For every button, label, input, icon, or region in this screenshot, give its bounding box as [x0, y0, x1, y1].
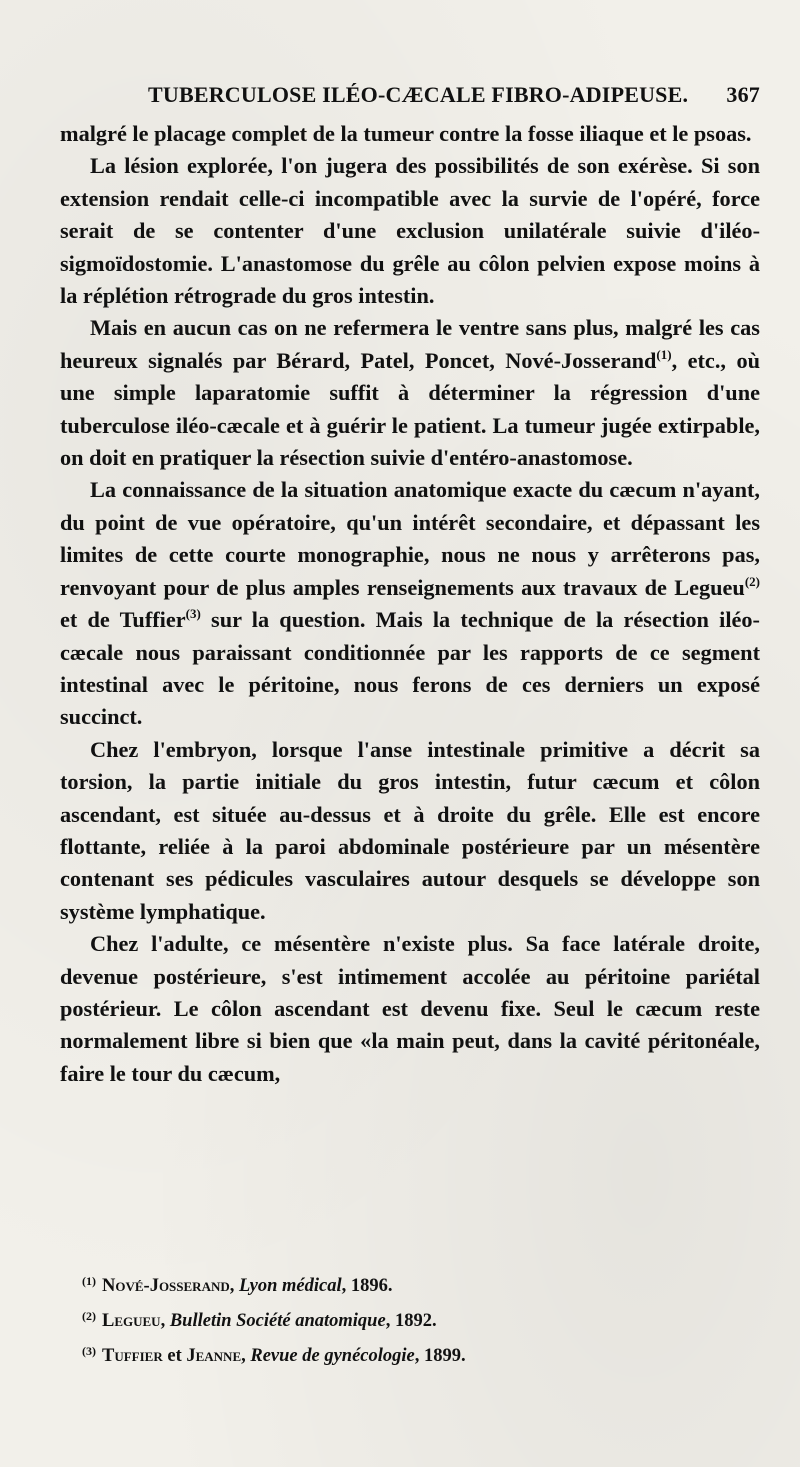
footnote-mark: (1) [82, 1274, 96, 1288]
footnote-mark: (3) [82, 1344, 96, 1358]
body-text [60, 118, 760, 1090]
footnote-1 [82, 1266, 762, 1301]
footnote-source: Revue de gynécologie [250, 1346, 415, 1366]
running-title: TUBERCULOSE ILÉO-CÆCALE FIBRO-ADIPEUSE. [148, 82, 689, 107]
footnotes [82, 1266, 762, 1371]
paragraph-3 [60, 312, 760, 474]
footnote-2 [82, 1301, 762, 1336]
running-head [148, 82, 760, 112]
footnote-ref-2: (2) [744, 573, 760, 589]
paragraph-1 [60, 118, 760, 150]
footnote-coauthor: Jeanne [186, 1346, 242, 1366]
paragraph-4 [60, 474, 760, 733]
paragraph-1-text: malgré le placage complet de la tumeur contre la fosse iliaque et le psoas. [60, 121, 752, 146]
footnote-separator: , [241, 1346, 251, 1366]
footnote-source: Bulletin Société anatomique [169, 1311, 386, 1331]
paragraph-5-text: Chez l'embryon, lorsque l'anse intestinale primitive a décrit sa torsion, la partie initiale du gros intestin, futur cæcum et côlon ascendant, est située au-dessus et à droite du grêle. Elle est encore flottante, reliée à la paroi abdominale postérieure par un mésentère contenant ses pédicules vasculaires autour desquels se développe son système lymphatique. [60, 736, 760, 924]
footnote-year: , 1899. [414, 1346, 466, 1366]
footnote-year: , 1892. [385, 1311, 437, 1331]
footnote-separator: , [160, 1311, 170, 1331]
footnote-separator: , [229, 1276, 239, 1296]
footnote-author: Legueu [102, 1311, 161, 1331]
paragraph-3-text-b: , etc., où une simple laparatomie suffit à déterminer la régression d'une tuberculose iléo-cæcale et à guérir le patient. La tumeur jugée extirpable, on doit en pratiquer la résection suivie d'entéro-anastomose. [60, 347, 760, 471]
paragraph-4-text-c: sur la question. Mais la technique de la résection iléo-cæcale nous paraissant conditionnée par les rapports de ce segment intestinal avec le péritoine, nous ferons de ces derniers un exposé succinct. [60, 607, 760, 730]
paragraph-4-text-b: et de Tuffier [60, 607, 186, 633]
footnote-ref-3: (3) [185, 606, 201, 622]
footnote-ref-1: (1) [656, 346, 672, 362]
footnote-3 [82, 1336, 762, 1371]
footnote-mark: (2) [82, 1309, 96, 1323]
paragraph-6-text: Chez l'adulte, ce mésentère n'existe plus. Sa face latérale droite, devenue postérieure, s'est intimement accolée au péritoine pariétal postérieur. Le côlon ascendant est devenu fixe. Seul le cæcum reste normalement libre si bien que «la main peut, dans la cavité péritonéale, faire le tour du cæcum, [60, 931, 760, 1086]
paragraph-2 [60, 150, 760, 312]
paragraph-4-text-a: La connaissance de la situation anatomique exacte du cæcum n'ayant, du point de vue opératoire, qu'un intérêt secondaire, et dépassant les limites de cette courte monographie, nous ne nous y arrêterons pas, renvoyant pour de plus amples renseignements aux travaux de Legueu [60, 477, 760, 600]
footnote-source: Lyon médical [239, 1276, 342, 1296]
paragraph-5 [60, 734, 760, 928]
footnote-author: Nové-Josserand [102, 1276, 230, 1296]
paragraph-6 [60, 928, 760, 1090]
paragraph-3-text-a: Mais en aucun cas on ne refermera le ventre sans plus, malgré les cas heureux signalés par Bérard, Patel, Poncet, Nové-Josserand [60, 315, 760, 373]
footnote-separator: et [162, 1346, 187, 1366]
footnote-author: Tuffier [102, 1346, 163, 1366]
paragraph-2-text: La lésion explorée, l'on jugera des possibilités de son exérèse. Si son extension rendait celle-ci incompatible avec la survie de l'opéré, force serait de se contenter d'une exclusion unilatérale suivie d'iléo-sigmoïdostomie. L'anastomose du grêle au côlon pelvien expose moins à la réplétion rétrograde du gros intestin. [60, 153, 760, 309]
footnote-year: , 1896. [341, 1276, 393, 1296]
page-number: 367 [726, 82, 760, 107]
